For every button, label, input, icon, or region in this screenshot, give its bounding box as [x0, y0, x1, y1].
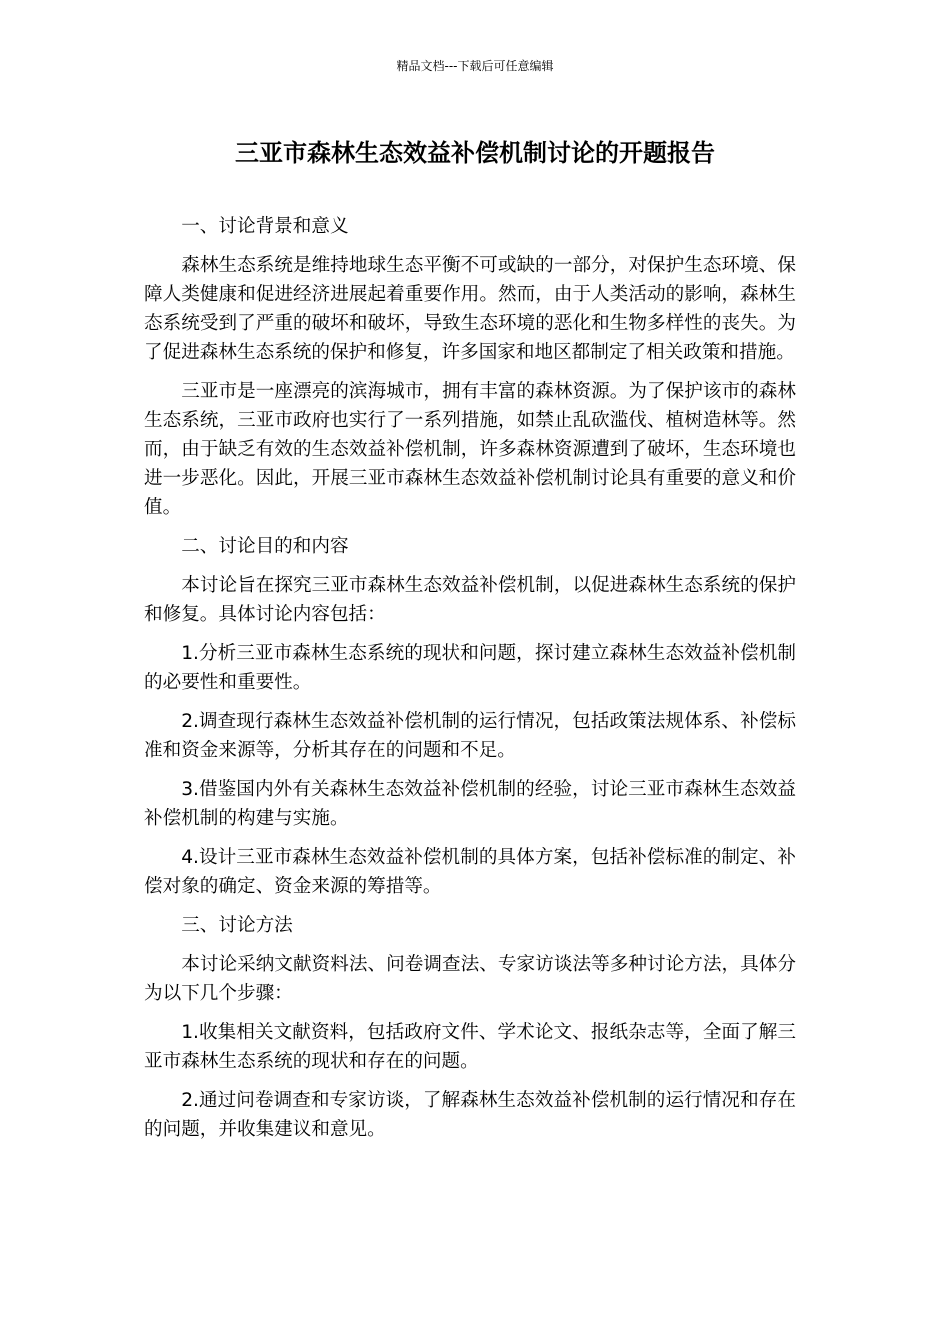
list-item: 3.借鉴国内外有关森林生态效益补偿机制的经验，讨论三亚市森林生态效益补偿机制的构建与实施。 [144, 779, 796, 829]
list-item: 2.调查现行森林生态效益补偿机制的运行情况，包括政策法规体系、补偿标准和资金来源等，分析其存在的问题和不足。 [144, 711, 796, 761]
section-heading: 三、讨论方法 [181, 915, 293, 936]
paragraph: 本讨论采纳文献资料法、问卷调查法、专家访谈法等多种讨论方法，具体分为以下几个步骤： [144, 954, 796, 1004]
list-item: 2.通过问卷调查和专家访谈，了解森林生态效益补偿机制的运行情况和存在的问题，并收集建议和意见。 [144, 1090, 796, 1140]
section-heading: 一、讨论背景和意义 [181, 216, 349, 237]
list-item: 1.收集相关文献资料，包括政府文件、学术论文、报纸杂志等，全面了解三亚市森林生态系统的现状和存在的问题。 [144, 1022, 796, 1072]
document-body [144, 212, 796, 1154]
section-heading: 二、讨论目的和内容 [181, 536, 349, 557]
list-item: 4.设计三亚市森林生态效益补偿机制的具体方案，包括补偿标准的制定、补偿对象的确定、资金来源的筹措等。 [144, 847, 796, 897]
list-item: 1.分析三亚市森林生态系统的现状和问题，探讨建立森林生态效益补偿机制的必要性和重要性。 [144, 643, 796, 693]
paragraph: 本讨论旨在探究三亚市森林生态效益补偿机制，以促进森林生态系统的保护和修复。具体讨论内容包括： [144, 575, 796, 625]
paragraph: 森林生态系统是维持地球生态平衡不可或缺的一部分，对保护生态环境、保障人类健康和促进经济进展起着重要作用。然而，由于人类活动的影响，森林生态系统受到了严重的破坏和破坏，导致生态环境的恶化和生物多样性的丧失。为了促进森林生态系统的保护和修复，许多国家和地区都制定了相关政策和措施。 [144, 255, 796, 363]
paragraph: 三亚市是一座漂亮的滨海城市，拥有丰富的森林资源。为了保护该市的森林生态系统，三亚市政府也实行了一系列措施，如禁止乱砍滥伐、植树造林等。然而，由于缺乏有效的生态效益补偿机制，许多森林资源遭到了破坏，生态环境也进一步恶化。因此，开展三亚市森林生态效益补偿机制讨论具有重要的意义和价值。 [144, 381, 796, 518]
header-note: 精品文档---下载后可任意编辑 [396, 59, 554, 73]
document-title: 三亚市森林生态效益补偿机制讨论的开题报告 [235, 139, 715, 167]
